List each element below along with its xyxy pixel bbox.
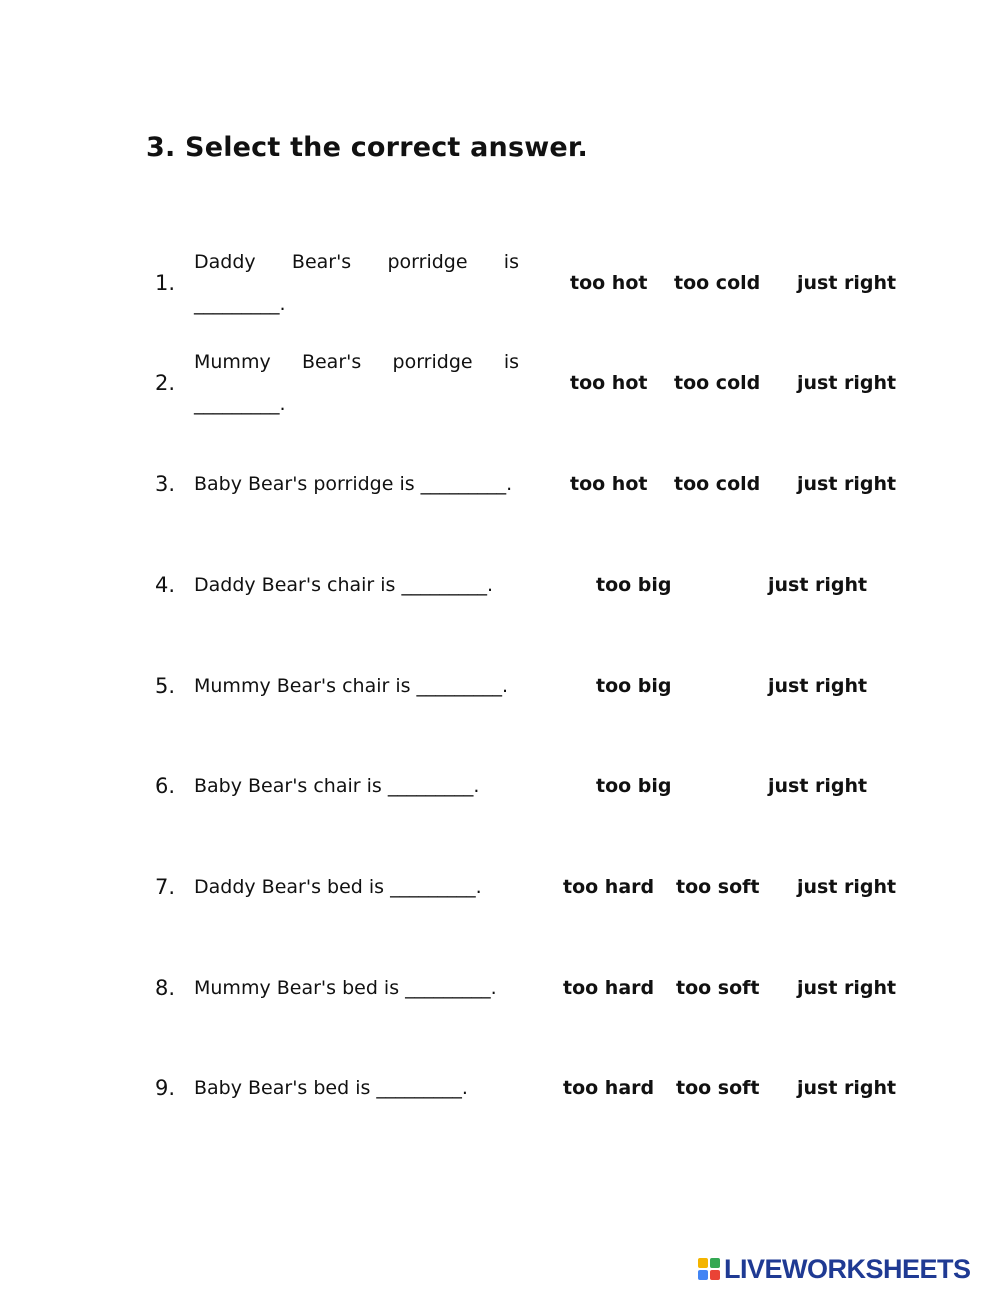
question-text: Daddy Bear's bed is _________. [194, 876, 482, 898]
question-number: 5. [155, 674, 176, 698]
question-row-1 [0, 253, 1000, 313]
logo-brand-text: LIVEWORKSHEETS [724, 1253, 971, 1284]
question-number: 2. [155, 371, 176, 395]
question-text: Baby Bear's bed is _________. [194, 1077, 468, 1099]
option-just-right[interactable]: just right [797, 876, 897, 898]
logo-block-icon [710, 1270, 720, 1280]
option-too-soft[interactable]: too soft [676, 977, 760, 999]
question-row-6 [0, 756, 1000, 816]
option-too-cold[interactable]: too cold [674, 272, 761, 294]
question-row-4 [0, 555, 1000, 615]
question-row-3 [0, 454, 1000, 514]
question-text [194, 241, 519, 325]
option-too-soft[interactable]: too soft [676, 1077, 760, 1099]
option-too-big[interactable]: too big [596, 775, 672, 797]
option-just-right[interactable]: just right [768, 574, 868, 596]
question-text: Baby Bear's porridge is _________. [194, 473, 513, 495]
option-too-hard[interactable]: too hard [563, 977, 655, 999]
question-number: 7. [155, 875, 176, 899]
option-too-big[interactable]: too big [596, 675, 672, 697]
question-number: 6. [155, 774, 176, 798]
option-too-cold[interactable]: too cold [674, 473, 761, 495]
question-number: 9. [155, 1076, 176, 1100]
question-row-9 [0, 1058, 1000, 1118]
question-row-2 [0, 353, 1000, 413]
option-too-hard[interactable]: too hard [563, 1077, 655, 1099]
option-just-right[interactable]: just right [768, 675, 868, 697]
question-text: Daddy Bear's chair is _________. [194, 574, 494, 596]
logo-block-icon [710, 1258, 720, 1268]
logo-block-icon [698, 1270, 708, 1280]
question-text [194, 341, 519, 425]
question-text-line2: _________. [194, 393, 286, 415]
question-row-5 [0, 656, 1000, 716]
question-number: 1. [155, 271, 176, 295]
option-just-right[interactable]: just right [768, 775, 868, 797]
option-too-hard[interactable]: too hard [563, 876, 655, 898]
worksheet-heading: 3. Select the correct answer. [146, 132, 589, 163]
question-text: Baby Bear's chair is _________. [194, 775, 480, 797]
question-text-line1: Daddy Bear's porridge is [194, 251, 519, 273]
option-too-soft[interactable]: too soft [676, 876, 760, 898]
option-just-right[interactable]: just right [797, 372, 897, 394]
question-text-line1: Mummy Bear's porridge is [194, 351, 519, 373]
option-just-right[interactable]: just right [797, 473, 897, 495]
option-too-cold[interactable]: too cold [674, 372, 761, 394]
option-just-right[interactable]: just right [797, 1077, 897, 1099]
option-just-right[interactable]: just right [797, 977, 897, 999]
option-just-right[interactable]: just right [797, 272, 897, 294]
question-text: Mummy Bear's bed is _________. [194, 977, 497, 999]
option-too-hot[interactable]: too hot [570, 473, 648, 495]
option-too-big[interactable]: too big [596, 574, 672, 596]
question-text-line2: _________. [194, 293, 286, 315]
question-row-7 [0, 857, 1000, 917]
question-number: 3. [155, 472, 176, 496]
option-too-hot[interactable]: too hot [570, 272, 648, 294]
question-number: 4. [155, 573, 176, 597]
logo-block-icon [698, 1258, 708, 1268]
question-text: Mummy Bear's chair is _________. [194, 675, 509, 697]
logo-blocks-icon [698, 1258, 720, 1280]
liveworksheets-logo [698, 1254, 971, 1284]
question-number: 8. [155, 976, 176, 1000]
question-row-8 [0, 958, 1000, 1018]
option-too-hot[interactable]: too hot [570, 372, 648, 394]
